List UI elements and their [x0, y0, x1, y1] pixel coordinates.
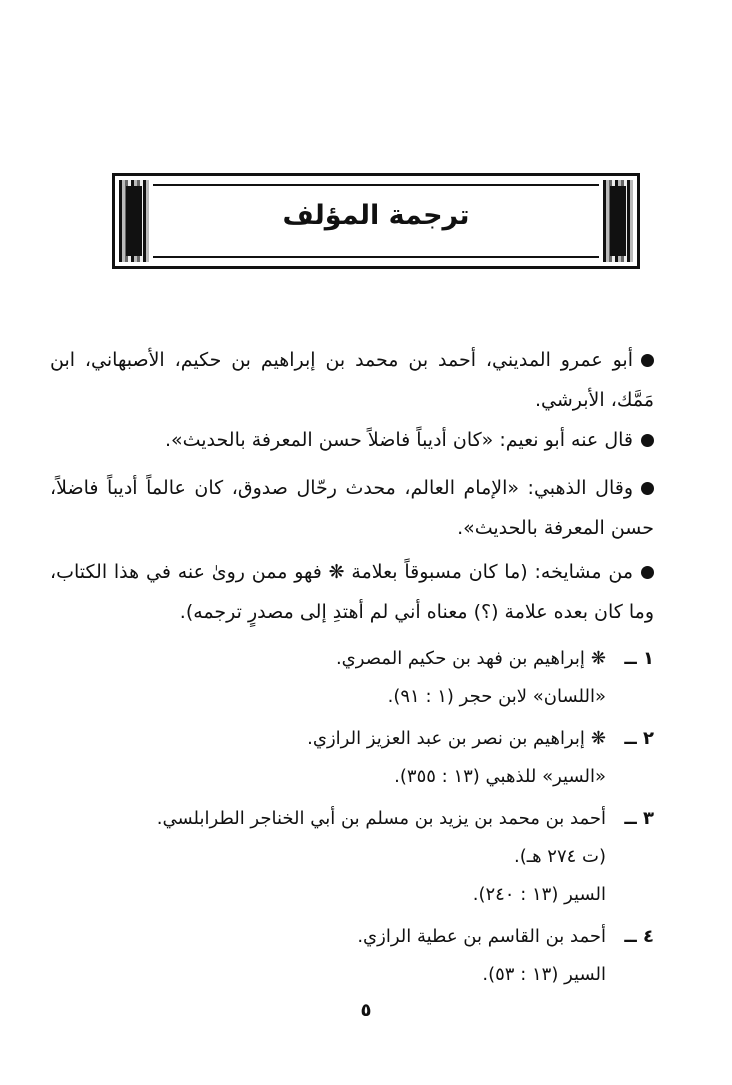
- paragraph-1-text: أبو عمرو المديني، أحمد بن محمد بن إبراهيم بن حكيم، الأصبهاني، ابن مَمَّك، الأبرشي.: [50, 349, 654, 411]
- entry-name: أحمد بن القاسم بن عطية الرازي.: [357, 926, 606, 947]
- paragraph-2-text: قال عنه أبو نعيم: «كان أديباً فاضلاً حسن المعرفة بالحديث».: [164, 429, 633, 451]
- title-frame: [112, 173, 640, 269]
- paragraph-3-text: وقال الذهبي: «الإمام العالم، محدث رحّال صدوق، كان عالماً أديباً فاضلاً، حسن المعرفة بالحديث».: [50, 477, 654, 539]
- bullet-icon: [641, 566, 654, 579]
- page-title: ترجمة المؤلف: [282, 200, 470, 231]
- paragraph-4-text: من مشايخه: (ما كان مسبوقاً بعلامة ❋ فهو ممن روىٰ عنه في هذا الكتاب، وما كان بعده علامة (؟) معناه أني لم أهتدِ إلى مصدرٍ ترجمه).: [50, 561, 654, 623]
- entry-source: «السير» للذهبي (١٣ : ٣٥٥).: [394, 766, 606, 787]
- entry-number: ٢ ــ: [624, 728, 654, 749]
- list-item: [54, 720, 654, 796]
- entry-source: السير (١٣ : ٥٣).: [482, 964, 606, 985]
- bullet-icon: [641, 482, 654, 495]
- paragraph-3: [50, 468, 654, 548]
- entry-number: ١ ــ: [624, 648, 654, 669]
- bullet-icon: [641, 354, 654, 367]
- entry-name: أحمد بن محمد بن يزيد بن مسلم بن أبي الخناجر الطرابلسي.: [156, 808, 606, 829]
- paragraph-4: [50, 552, 654, 632]
- list-item: [54, 800, 654, 914]
- paragraph-2: [50, 420, 654, 460]
- star-icon: ❋: [590, 648, 606, 669]
- entry-name: إبراهيم بن فهد بن حكيم المصري.: [335, 648, 585, 669]
- bullet-icon: [641, 434, 654, 447]
- list-item: [54, 918, 654, 994]
- star-icon: ❋: [590, 728, 606, 749]
- list-item: [54, 640, 654, 716]
- paragraph-1: [50, 340, 654, 420]
- entry-note: (ت ٢٧٤ هـ).: [514, 846, 606, 867]
- entry-number: ٤ ــ: [624, 926, 654, 947]
- page-number: ٥: [360, 1000, 372, 1021]
- entry-source: «اللسان» لابن حجر (١ : ٩١).: [387, 686, 606, 707]
- entry-name: إبراهيم بن نصر بن عبد العزيز الرازي.: [307, 728, 585, 749]
- entry-number: ٣ ــ: [624, 808, 654, 829]
- entry-source: السير (١٣ : ٢٤٠).: [472, 884, 606, 905]
